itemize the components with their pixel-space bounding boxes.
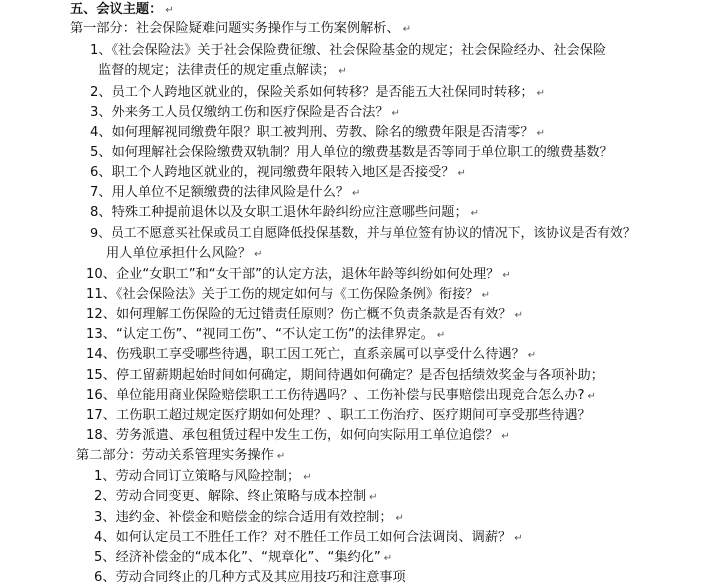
paragraph-mark-icon: ↵ <box>436 330 446 341</box>
paragraph-mark-icon: ↵ <box>514 533 523 544</box>
part1-title <box>70 19 411 40</box>
list-item-text: 17、工伤职工超过规定医疗期如何处理？、职工工伤治疗、医疗期间可享受那些待遇？ <box>86 408 591 423</box>
paragraph-mark-icon: ↵ <box>501 431 510 442</box>
list-item <box>94 467 312 488</box>
paragraph-mark-icon: ↵ <box>402 24 412 35</box>
list-item <box>86 345 536 366</box>
list-item-text: 6、劳动合同终止的几种方式及其应用技巧和注意事项 <box>94 570 406 585</box>
list-item <box>94 487 378 508</box>
list-item-text: 5、如何理解社会保险缴费双轨制？用人单位的缴费基数是否等同于单位职工的缴费基数？ <box>90 145 613 160</box>
part2-title <box>76 446 285 467</box>
paragraph-mark-icon: ↵ <box>338 66 347 77</box>
paragraph-mark-icon: ↵ <box>481 290 491 301</box>
paragraph-mark-icon: ↵ <box>303 472 312 483</box>
list-item-text: 7、用人单位不足额缴费的法律风险是什么？ <box>90 185 349 200</box>
list-item <box>90 224 636 244</box>
list-item <box>90 41 606 61</box>
paragraph-mark-icon: ↵ <box>395 513 404 524</box>
list-item-text: 4、如何理解视同缴费年限？职工被判刑、劳教、除名的缴费年限是否清零？ <box>90 125 534 140</box>
list-item <box>90 163 466 184</box>
list-item <box>86 265 511 286</box>
list-item <box>86 386 596 407</box>
paragraph-mark-icon: ↵ <box>536 128 545 139</box>
part2-title-text: 第二部分：劳动关系管理实务操作 <box>76 448 274 463</box>
list-item <box>90 123 545 144</box>
list-item <box>86 406 591 426</box>
list-item <box>90 183 360 204</box>
paragraph-mark-icon: ↵ <box>502 270 511 281</box>
list-item-text: 4、如何认定员工不胜任工作？对不胜任工作员工如何合法调岗、调薪？ <box>94 530 512 545</box>
list-item-text: 15、停工留薪期起始时间如何确定，期间待遇如何确定？是否包括绩效奖金与各项补助； <box>86 368 604 383</box>
list-item <box>94 568 406 588</box>
list-item-text: 9、员工不愿意买社保或员工自愿降低投保基数，并与单位签有协议的情况下，该协议是否有效？ <box>90 226 636 241</box>
list-item-text: 1、劳动合同订立策略与风险控制； <box>94 469 301 484</box>
list-item <box>90 203 479 224</box>
paragraph-mark-icon: ↵ <box>276 451 286 462</box>
list-item-text: 10、企业“女职工”和“女干部”的认定方法，退休年龄等纠纷如何处理？ <box>86 267 500 282</box>
paragraph-mark-icon: ↵ <box>351 188 361 199</box>
paragraph-mark-icon: ↵ <box>383 553 393 564</box>
list-item <box>94 528 523 549</box>
list-item <box>94 548 392 569</box>
list-item-text: 13、“认定工伤”、“视同工伤”、“不认定工伤”的法律界定。 <box>86 327 434 342</box>
section-heading <box>70 0 174 21</box>
list-item-text: 用人单位承担什么风险？ <box>106 246 252 261</box>
list-item <box>98 61 347 82</box>
list-item-text: 12、如何理解工伤保险的无过错责任原则？伤亡概不负责条款是否有效？ <box>86 307 512 322</box>
paragraph-mark-icon: ↵ <box>587 391 596 402</box>
list-item <box>90 83 545 104</box>
list-item-text: 18、劳务派遣、承包租赁过程中发生工伤，如何向实际用工单位追偿？ <box>86 428 499 443</box>
paragraph-mark-icon: ↵ <box>457 168 466 179</box>
list-item <box>86 426 510 447</box>
list-item-text: 2、劳动合同变更、解除、终止策略与成本控制 <box>94 489 367 504</box>
part1-title-text: 第一部分：社会保险疑难问题实务操作与工伤案例解析、 <box>70 21 400 36</box>
paragraph-mark-icon: ↵ <box>369 492 378 503</box>
list-item <box>86 366 604 386</box>
paragraph-mark-icon: ↵ <box>470 208 480 219</box>
list-item-text: 11、《社会保险法》关于工伤的规定如何与《工伤保险条例》衔接？ <box>86 287 479 302</box>
list-item <box>86 325 445 346</box>
list-item <box>90 103 400 124</box>
paragraph-mark-icon: ↵ <box>165 5 174 16</box>
list-item-text: 8、特殊工种提前退休以及女职工退休年龄纠纷应注意哪些问题； <box>90 205 468 220</box>
list-item-text: 监督的规定；法律责任的规定重点解读； <box>98 63 336 78</box>
list-item-text: 5、经济补偿金的“成本化”、“规章化”、“集约化” <box>94 550 381 565</box>
list-item-text: 16、单位能用商业保险赔偿职工工伤待遇吗？、工伤补偿与民事赔偿出现竞合怎么办? <box>86 388 585 403</box>
list-item-text: 6、职工个人跨地区就业的，视同缴费年限转入地区是否接受？ <box>90 165 455 180</box>
list-item <box>86 305 523 326</box>
list-item <box>86 285 490 306</box>
list-item-text: 3、违约金、补偿金和赔偿金的综合适用有效控制； <box>94 510 393 525</box>
list-item-text: 14、伤残职工享受哪些待遇，职工因工死亡，直系亲属可以享受什么待遇？ <box>86 347 525 362</box>
list-item-text: 1、《社会保险法》关于社会保险费征缴、社会保险基金的规定；社会保险经办、社会保险 <box>90 43 607 58</box>
list-item <box>106 244 262 265</box>
paragraph-mark-icon: ↵ <box>514 310 523 321</box>
list-item-text: 2、员工个人跨地区就业的，保险关系如何转移？是否能五大社保同时转移； <box>90 85 534 100</box>
paragraph-mark-icon: ↵ <box>536 88 545 99</box>
list-item <box>94 508 404 529</box>
paragraph-mark-icon: ↵ <box>527 350 537 361</box>
list-item <box>90 143 613 163</box>
paragraph-mark-icon: ↵ <box>254 249 263 260</box>
section-heading-text: 五、会议主题： <box>70 2 163 17</box>
paragraph-mark-icon: ↵ <box>391 108 400 119</box>
list-item-text: 3、外来务工人员仅缴纳工伤和医疗保险是否合法？ <box>90 105 389 120</box>
